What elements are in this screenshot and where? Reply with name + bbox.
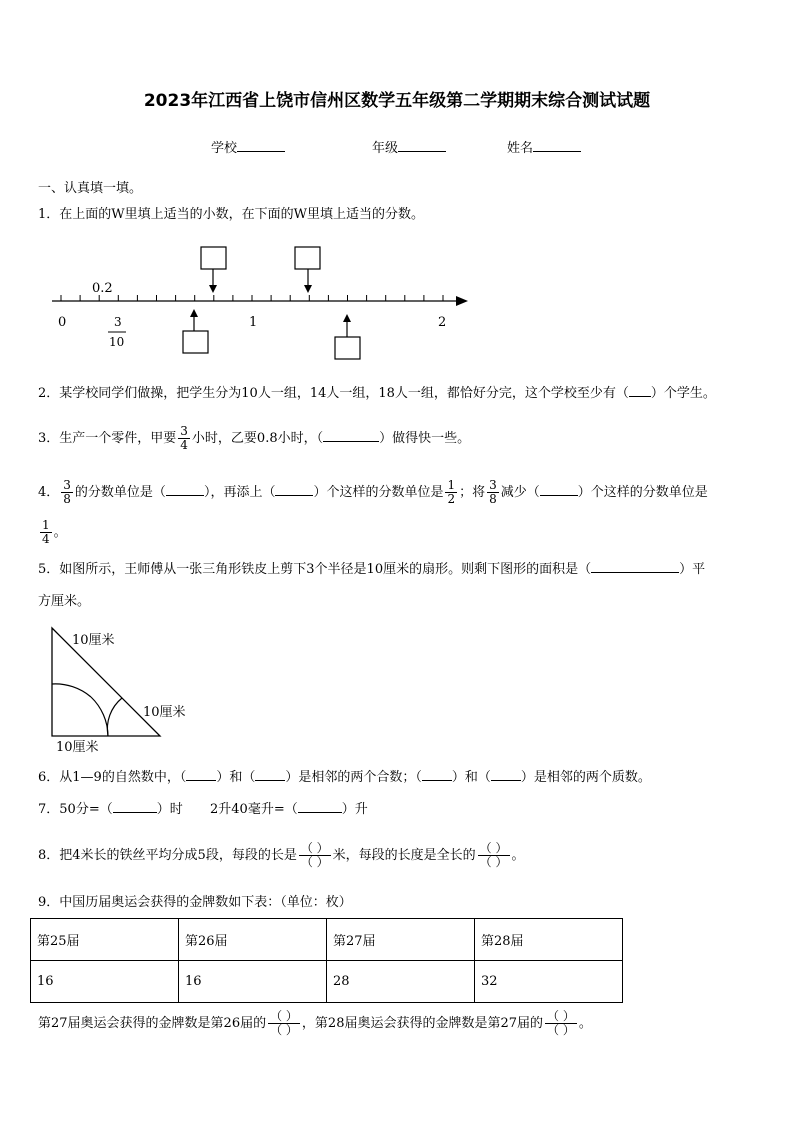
question-4-text: ），再添上（ bbox=[203, 485, 276, 500]
table-header-cell: 第27届 bbox=[327, 919, 475, 961]
question-8-text: 8．把4米长的铁丝平均分成5段，每段的长是 bbox=[38, 848, 297, 863]
fraction-denominator: 10 bbox=[109, 335, 125, 349]
sector-arc-right bbox=[107, 698, 122, 736]
question-9-text: ，第28届奥运会获得的金牌数是第27届的 bbox=[301, 1016, 544, 1031]
table-header-row bbox=[31, 919, 623, 961]
fraction-3-8 bbox=[487, 479, 499, 506]
question-6-text: 6．从1—9的自然数中，（ bbox=[38, 770, 187, 785]
answer-blank[interactable] bbox=[166, 495, 204, 496]
fraction-numerator-blank[interactable]: （ ） bbox=[547, 1009, 575, 1023]
question-7-text-end: ）升 bbox=[341, 802, 368, 817]
question-2 bbox=[38, 385, 716, 403]
question-1: 1．在上面的W里填上适当的小数，在下面的W里填上适当的分数。 bbox=[38, 207, 424, 222]
name-label: 姓名 bbox=[507, 141, 534, 156]
question-4-text-end: 。 bbox=[53, 525, 67, 540]
table-header-cell: 第25届 bbox=[31, 919, 179, 961]
question-3 bbox=[38, 420, 470, 458]
section-heading: 一、认真填一填。 bbox=[38, 181, 143, 196]
table-header-cell: 第26届 bbox=[179, 919, 327, 961]
question-8-text-end: 。 bbox=[511, 848, 525, 863]
fraction-numerator: 3 bbox=[180, 424, 188, 438]
fraction-numerator-blank[interactable]: （ ） bbox=[479, 841, 508, 855]
fraction-1-4 bbox=[40, 519, 52, 546]
label-side-base: 10厘米 bbox=[56, 740, 99, 755]
fraction-denominator-blank[interactable]: （ ） bbox=[547, 1023, 575, 1037]
question-6-text: ）和（ bbox=[216, 770, 256, 785]
medal-table bbox=[30, 918, 623, 1003]
question-4-text: ）个这样的分数单位是 bbox=[577, 485, 708, 500]
question-7-part-2 bbox=[210, 801, 368, 819]
question-9: 9．中国历届奥运会获得的金牌数如下表：（单位：枚） bbox=[38, 895, 352, 910]
question-6-text: ）和（ bbox=[451, 770, 491, 785]
answer-blank[interactable] bbox=[298, 812, 342, 813]
answer-blank[interactable] bbox=[113, 812, 157, 813]
number-line-figure bbox=[40, 240, 480, 360]
answer-blank[interactable] bbox=[422, 780, 452, 781]
name-field bbox=[507, 140, 581, 158]
fraction-1-2 bbox=[445, 479, 457, 506]
question-5-text-end: ）平 bbox=[679, 562, 706, 577]
question-9-text-end: 。 bbox=[578, 1016, 592, 1031]
tick-label-1: 1 bbox=[249, 315, 258, 330]
question-9-text: 第27届奥运会获得的金牌数是第26届的 bbox=[38, 1016, 267, 1031]
question-3-text-end: ）做得快一些。 bbox=[379, 431, 471, 446]
fraction-denominator-blank[interactable]: （ ） bbox=[270, 1023, 298, 1037]
table-cell: 16 bbox=[31, 961, 179, 1003]
answer-blank[interactable] bbox=[491, 780, 521, 781]
grade-label: 年级 bbox=[372, 141, 399, 156]
grade-field bbox=[372, 140, 446, 158]
fraction-denominator-blank[interactable]: （ ） bbox=[300, 855, 329, 869]
fraction-denominator: 8 bbox=[63, 492, 71, 506]
fraction-numerator: 3 bbox=[489, 478, 497, 492]
school-label: 学校 bbox=[211, 141, 238, 156]
arrowhead-down-icon bbox=[209, 285, 217, 293]
question-6-text-end: ）是相邻的两个质数。 bbox=[520, 770, 651, 785]
question-4-line-2 bbox=[38, 513, 67, 553]
school-blank[interactable] bbox=[237, 151, 285, 152]
table-cell: 16 bbox=[179, 961, 327, 1003]
fraction-blank[interactable] bbox=[268, 1010, 300, 1037]
upper-answer-box-2[interactable] bbox=[295, 247, 320, 269]
question-6 bbox=[38, 769, 651, 787]
answer-blank[interactable] bbox=[186, 780, 216, 781]
answer-blank[interactable] bbox=[275, 495, 313, 496]
fraction-blank[interactable] bbox=[545, 1010, 577, 1037]
fraction-blank[interactable] bbox=[478, 842, 510, 869]
lower-answer-box-1[interactable] bbox=[183, 331, 208, 353]
arrowhead bbox=[456, 296, 468, 306]
fraction-numerator-blank[interactable]: （ ） bbox=[300, 841, 329, 855]
label-side-hypotenuse-bottom: 10厘米 bbox=[143, 705, 186, 720]
question-4-number: 4． bbox=[38, 485, 60, 500]
question-3-text-mid: 小时，乙要0.8小时，（ bbox=[191, 431, 324, 446]
fraction-denominator: 8 bbox=[489, 492, 497, 506]
label-0.2: 0.2 bbox=[92, 281, 113, 296]
question-4-text: ；将 bbox=[459, 485, 486, 500]
question-7 bbox=[38, 801, 183, 819]
fraction-numerator: 3 bbox=[114, 315, 122, 329]
question-9-followup bbox=[38, 1004, 592, 1044]
question-2-text-end: ）个学生。 bbox=[650, 386, 716, 401]
question-8 bbox=[38, 836, 525, 876]
question-8-text: 米，每段的长度是全长的 bbox=[332, 848, 476, 863]
fraction-denominator: 4 bbox=[42, 532, 50, 546]
question-4-text: 的分数单位是（ bbox=[74, 485, 166, 500]
question-4-text: 减少（ bbox=[500, 485, 540, 500]
question-7-text: 7．50分=（ bbox=[38, 802, 113, 817]
table-header-cell: 第28届 bbox=[475, 919, 623, 961]
fraction-3-4 bbox=[178, 425, 190, 452]
table-row bbox=[31, 961, 623, 1003]
fraction-numerator-blank[interactable]: （ ） bbox=[270, 1009, 298, 1023]
fraction-numerator: 1 bbox=[42, 518, 50, 532]
page-title: 2023年江西省上饶市信州区数学五年级第二学期期末综合测试试题 bbox=[143, 91, 651, 111]
arrowhead-down-icon bbox=[304, 285, 312, 293]
answer-blank[interactable] bbox=[255, 780, 285, 781]
fraction-numerator: 1 bbox=[447, 478, 456, 492]
answer-blank[interactable] bbox=[540, 495, 578, 496]
question-4-text: ）个这样的分数单位是 bbox=[313, 485, 444, 500]
fraction-3-8 bbox=[61, 479, 73, 506]
question-3-text: 3．生产一个零件，甲要 bbox=[38, 431, 177, 446]
label-side-hypotenuse-top: 10厘米 bbox=[72, 633, 115, 648]
question-6-text: ）是相邻的两个合数；（ bbox=[285, 770, 422, 785]
answer-blank[interactable] bbox=[323, 441, 379, 442]
question-5 bbox=[38, 561, 705, 579]
lower-answer-box-2[interactable] bbox=[335, 337, 360, 359]
question-7-text: ）时 bbox=[156, 802, 183, 817]
table-cell: 32 bbox=[475, 961, 623, 1003]
grade-blank[interactable] bbox=[398, 151, 446, 152]
answer-blank[interactable] bbox=[591, 572, 679, 573]
fraction-blank[interactable] bbox=[299, 842, 331, 869]
tick-label-0: 0 bbox=[58, 315, 67, 330]
question-5-line-2: 方厘米。 bbox=[38, 594, 91, 609]
fraction-numerator: 3 bbox=[63, 478, 71, 492]
question-5-text: 5．如图所示，王师傅从一张三角形铁皮上剪下3个半径是10厘米的扇形。则剩下图形的面积是（ bbox=[38, 562, 592, 577]
fraction-denominator: 2 bbox=[447, 492, 456, 506]
question-4 bbox=[38, 474, 708, 512]
tick-label-2: 2 bbox=[438, 315, 447, 330]
school-field bbox=[211, 140, 285, 158]
sector-arc-top bbox=[52, 684, 91, 697]
sector-arc-bottom bbox=[91, 697, 108, 736]
triangle-figure bbox=[40, 620, 210, 760]
upper-answer-box-1[interactable] bbox=[201, 247, 226, 269]
question-2-text: 2．某学校同学们做操，把学生分为10人一组，14人一组，18人一组，都恰好分完，这个学校至少有（ bbox=[38, 386, 629, 401]
question-7-text: 2升40毫升=（ bbox=[210, 802, 298, 817]
table-cell: 28 bbox=[327, 961, 475, 1003]
answer-blank[interactable] bbox=[629, 396, 651, 397]
name-blank[interactable] bbox=[533, 151, 581, 152]
fraction-denominator-blank[interactable]: （ ） bbox=[479, 855, 508, 869]
fraction-denominator: 4 bbox=[180, 438, 188, 452]
